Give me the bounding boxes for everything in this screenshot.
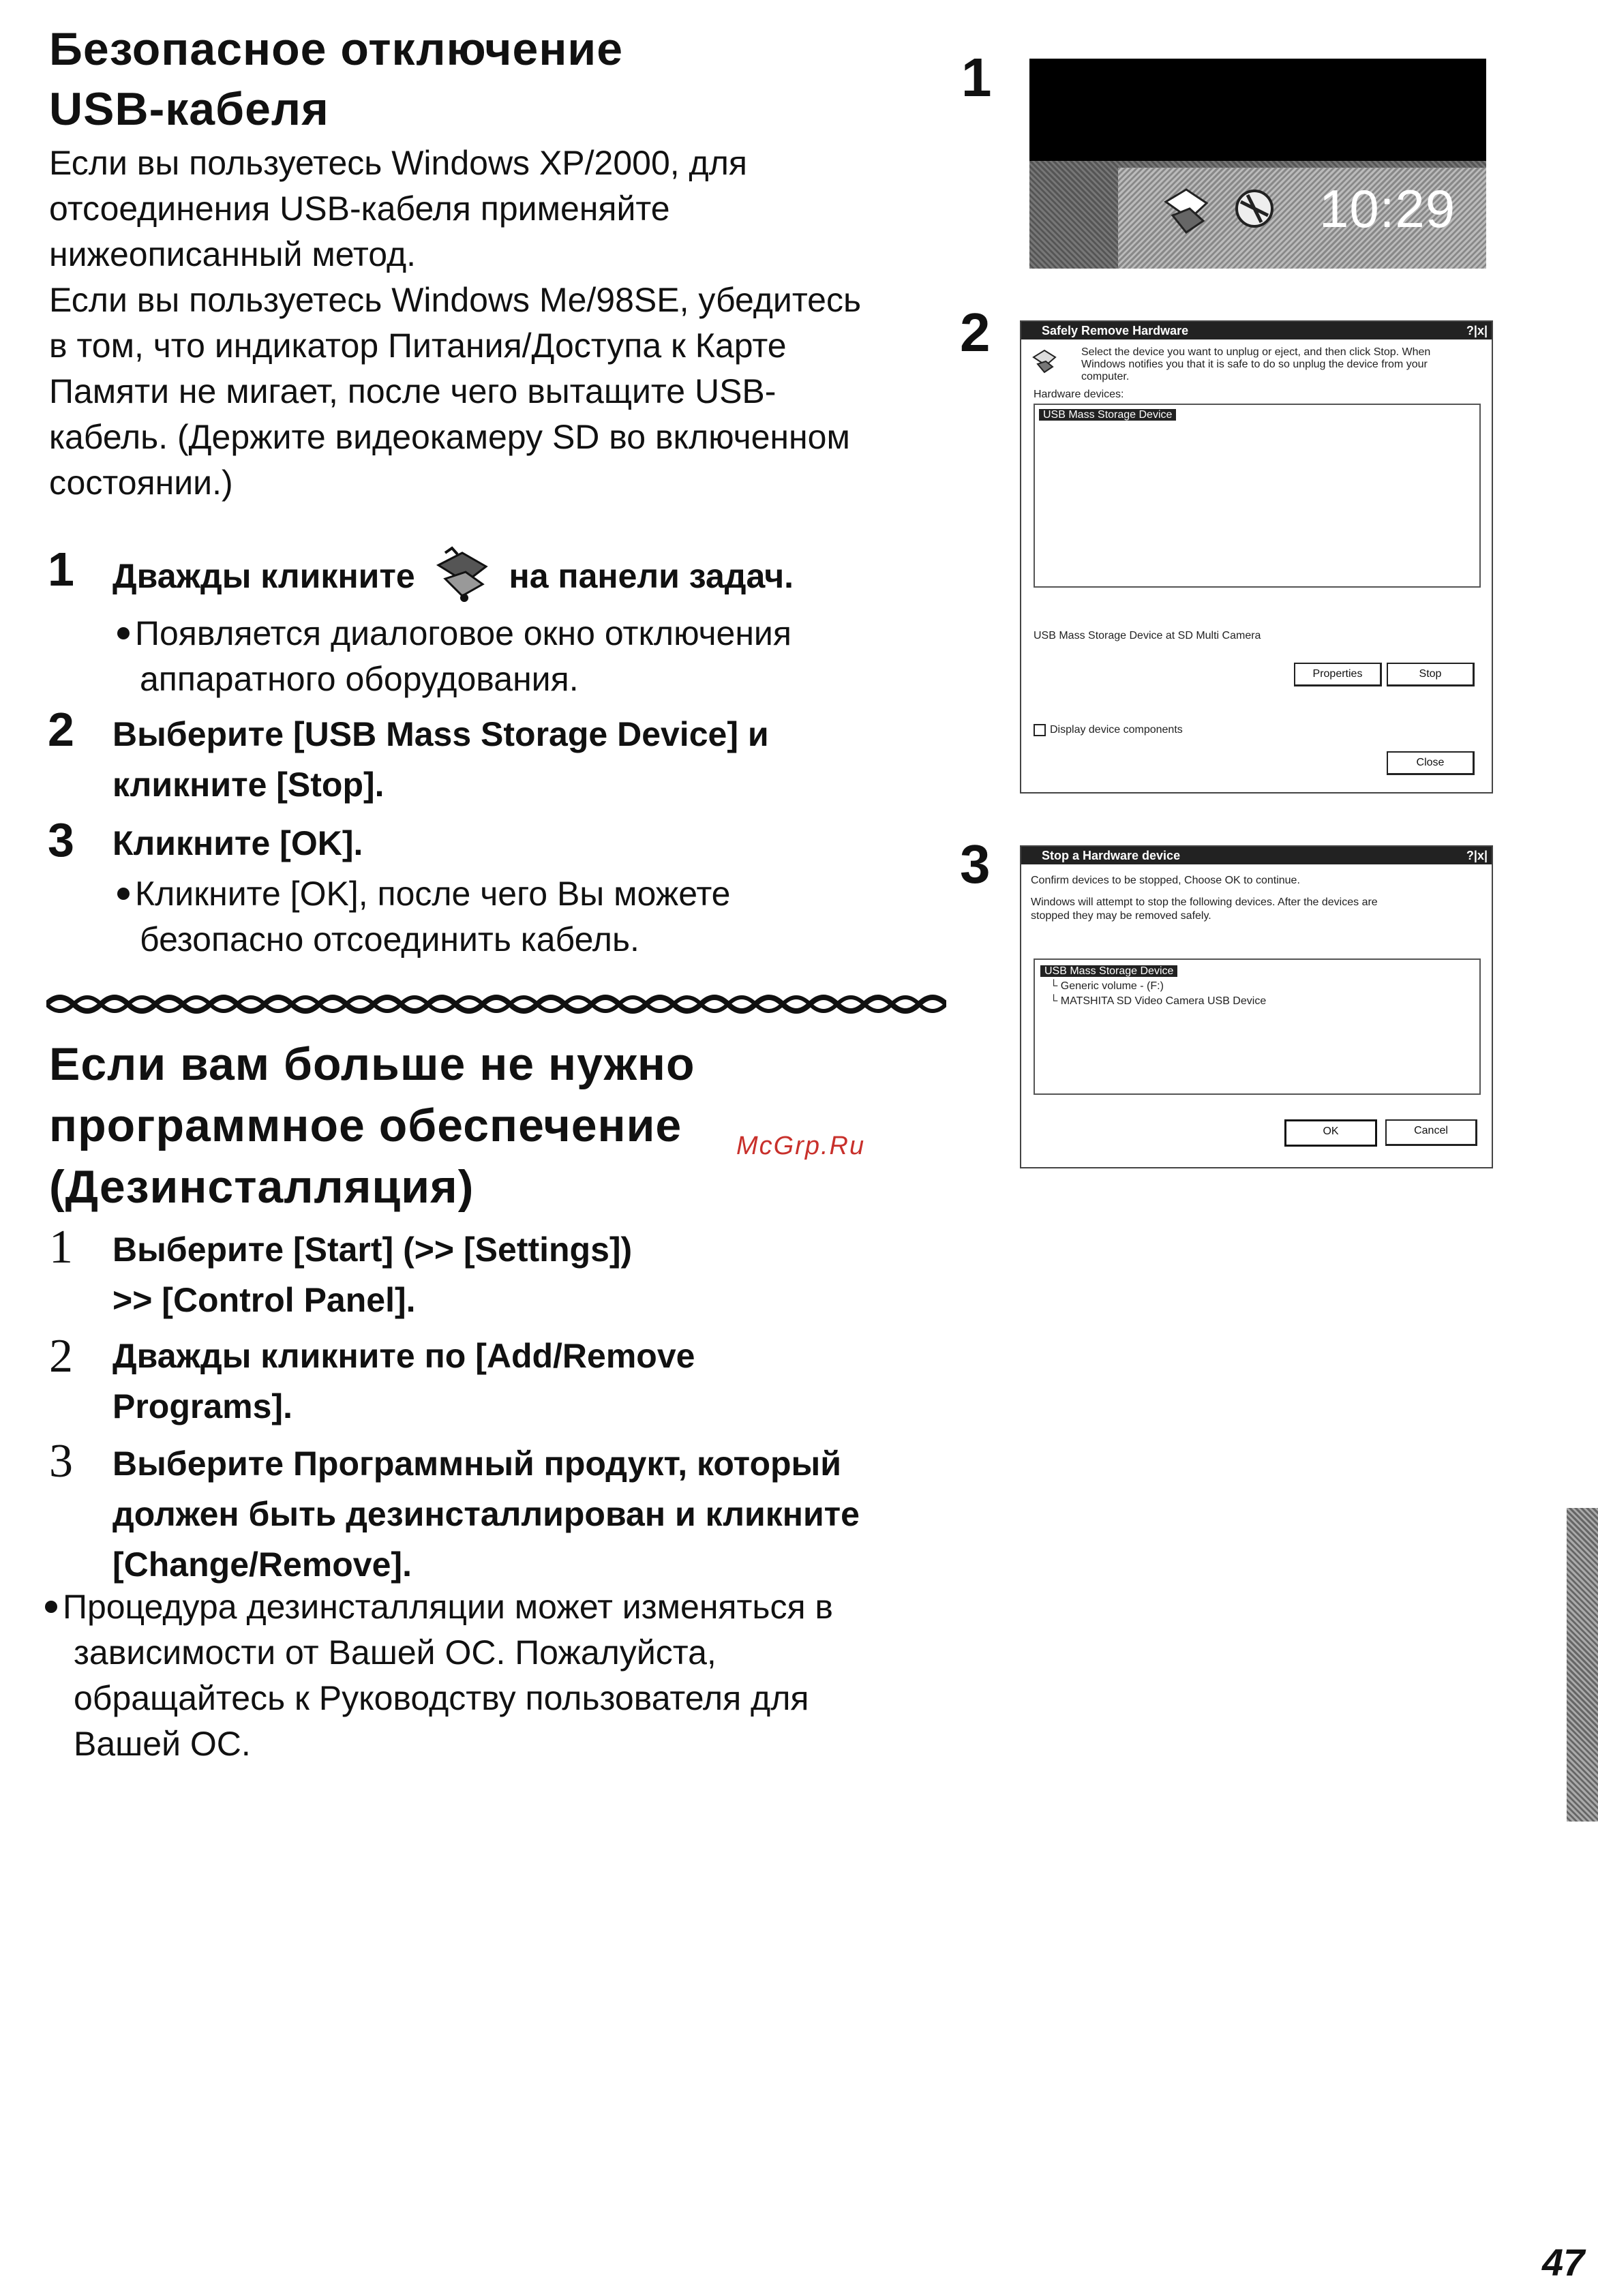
step1-text-b: на панели задач. <box>509 557 794 595</box>
step-line: должен быть дезинсталлирован и кликните <box>112 1495 860 1533</box>
bullet-dot <box>117 888 130 900</box>
watermark: McGrp.Ru <box>736 1132 866 1160</box>
step1-text-a: Дважды кликните <box>112 557 415 595</box>
step-text <box>112 551 794 606</box>
step-line: Выберите Программный продукт, который <box>112 1445 841 1483</box>
safely-remove-dialog <box>1020 320 1493 794</box>
figure-number: 2 <box>960 302 991 363</box>
step3-bullet <box>117 871 731 963</box>
step-number: 1 <box>49 1221 73 1273</box>
step-text <box>112 1331 695 1432</box>
step-line: Выберите [USB Mass Storage Device] и <box>112 715 769 753</box>
uninstall-note <box>45 1584 833 1767</box>
section2-title-line1: Если вам больше не нужно <box>49 1038 695 1090</box>
step-line: Programs]. <box>112 1387 292 1425</box>
step-number: 3 <box>49 1435 73 1487</box>
dialog-line: Confirm devices to be stopped, Choose OK to continue. <box>1031 875 1300 886</box>
title-buttons[interactable]: ?|x| <box>1466 324 1488 337</box>
section2-title <box>49 1033 695 1218</box>
step-text <box>112 1224 632 1325</box>
hardware-list[interactable] <box>1034 404 1481 588</box>
dialog-line: Windows will attempt to stop the following devices. After the devices are <box>1031 896 1378 908</box>
bullet-line: аппаратного оборудования. <box>140 660 579 698</box>
para-line: отсоединения USB-кабеля применяйте <box>49 190 670 228</box>
step-number: 1 <box>48 543 74 596</box>
para-line: состоянии.) <box>49 464 233 502</box>
para-line: нижеописанный метод. <box>49 235 417 273</box>
properties-button[interactable]: Properties <box>1294 663 1382 686</box>
tree-item[interactable]: Generic volume - (F:) <box>1060 980 1164 992</box>
status-text: USB Mass Storage Device at SD Multi Camera <box>1034 630 1261 641</box>
dialog-title: Stop a Hardware device <box>1042 849 1181 862</box>
figure-number: 1 <box>961 47 992 108</box>
section2-title-line3: (Дезинсталляция) <box>49 1161 474 1213</box>
step-line: >> [Control Panel]. <box>112 1281 416 1319</box>
figure-number: 3 <box>960 834 991 894</box>
para-line: Памяти не мигает, после чего вытащите USB- <box>49 372 777 410</box>
bullet-dot <box>45 1601 57 1613</box>
step-line: кликните [Stop]. <box>112 766 385 804</box>
hardware-icon <box>1031 346 1058 380</box>
section1-title-line1: Безопасное отключение <box>49 23 624 75</box>
step-line: [Change/Remove]. <box>112 1545 412 1584</box>
note-line: обращайтесь к Руководству пользователя для <box>74 1679 809 1717</box>
page-number: 47 <box>1542 2241 1585 2284</box>
step-line: Выберите [Start] (>> [Settings]) <box>112 1230 633 1269</box>
checkbox-label: Display device components <box>1050 724 1183 736</box>
stop-hardware-dialog <box>1020 845 1493 1168</box>
dialog-title: Safely Remove Hardware <box>1042 324 1189 337</box>
dialog-line: stopped they may be removed safely. <box>1031 910 1211 922</box>
instruction-line: computer. <box>1081 371 1130 382</box>
decorative-divider <box>46 987 946 1021</box>
tree-item[interactable]: MATSHITA SD Video Camera USB Device <box>1060 995 1267 1007</box>
bullet-line: Появляется диалоговое окно отключения <box>135 614 792 652</box>
usb-tray-icon[interactable] <box>1159 181 1213 246</box>
section1-paragraph <box>49 140 861 506</box>
note-line: зависимости от Вашей ОС. Пожалуйста, <box>74 1633 717 1672</box>
network-tray-icon[interactable] <box>1227 181 1282 246</box>
step1-bullet <box>117 611 792 702</box>
instruction-line: Windows notifies you that it is safe to do so unplug the device from your <box>1081 359 1428 370</box>
display-components-checkbox[interactable] <box>1034 724 1183 736</box>
stop-button[interactable]: Stop <box>1387 663 1475 686</box>
step-number: 2 <box>49 1330 73 1383</box>
section1-title-line2: USB-кабеля <box>49 83 329 135</box>
taskbar-screenshot <box>1029 59 1486 269</box>
ok-button[interactable]: OK <box>1284 1119 1377 1147</box>
step-number: 2 <box>48 703 74 756</box>
step-text <box>112 709 769 810</box>
close-button[interactable]: Close <box>1387 751 1475 775</box>
note-line: Вашей ОС. <box>74 1725 251 1763</box>
step-text <box>112 1438 860 1590</box>
para-line: в том, что индикатор Питания/Доступа к Карте <box>49 327 787 365</box>
bullet-line: Кликните [OK], после чего Вы можете <box>135 875 731 913</box>
step-number: 3 <box>48 813 74 866</box>
list-item-usb-mass-storage[interactable]: USB Mass Storage Device <box>1039 409 1176 421</box>
tray-clock: 10:29 <box>1319 179 1456 239</box>
instruction-line: Select the device you want to unplug or eject, and then click Stop. When <box>1081 346 1431 358</box>
step-text <box>112 818 363 868</box>
bullet-line: безопасно отсоединить кабель. <box>140 920 639 958</box>
cancel-button[interactable]: Cancel <box>1385 1119 1477 1146</box>
step-line: Кликните [OK]. <box>112 824 363 862</box>
note-line: Процедура дезинсталляции может изменяться в <box>63 1588 833 1626</box>
bullet-dot <box>117 627 130 639</box>
device-tree[interactable]: USB Mass Storage Device └ Generic volume - (F:) └ MATSHITA SD Video Camera USB Device <box>1034 958 1481 1095</box>
step-line: Дважды кликните по [Add/Remove <box>112 1337 695 1375</box>
section2-title-line2: программное обеспечение <box>49 1100 682 1151</box>
list-label: Hardware devices: <box>1034 389 1124 400</box>
dialog-titlebar <box>1021 847 1492 864</box>
page-edge-tab <box>1567 1508 1598 1822</box>
para-line: кабель. (Держите видеокамеру SD во включенном <box>49 418 850 456</box>
dialog-titlebar <box>1021 322 1492 339</box>
tree-item[interactable]: USB Mass Storage Device <box>1040 965 1177 977</box>
section1-title <box>49 19 623 139</box>
para-line: Если вы пользуетесь Windows Me/98SE, убедитесь <box>49 281 862 319</box>
title-buttons[interactable]: ?|x| <box>1466 849 1488 862</box>
usb-device-icon <box>425 545 500 599</box>
para-line: Если вы пользуетесь Windows XP/2000, для <box>49 144 747 182</box>
